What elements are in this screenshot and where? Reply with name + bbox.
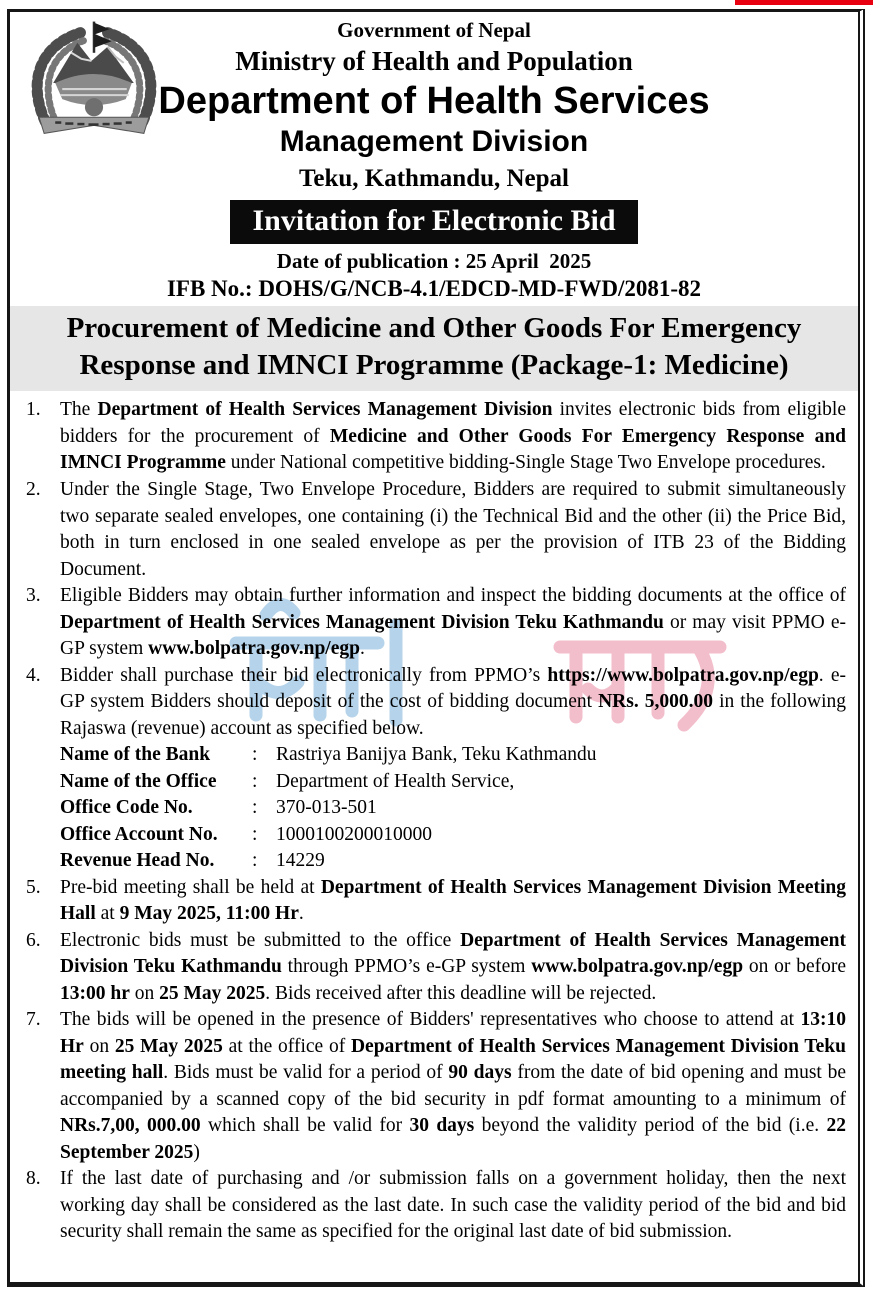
list-item-number: 7. bbox=[26, 1009, 41, 1031]
bank-detail-label: Name of the Bank bbox=[60, 744, 211, 766]
bank-detail-label: Office Code No. bbox=[60, 797, 193, 819]
ifb-number: IFB No.: DOHS/G/NCB-4.1/EDCD-MD-FWD/2081-82 bbox=[166, 276, 702, 302]
bank-detail-label: Office Account No. bbox=[60, 823, 218, 845]
list-item-body bbox=[60, 875, 846, 928]
bank-detail-separator: : bbox=[252, 797, 258, 819]
list-item-text bbox=[60, 583, 846, 663]
emphasized-text: Department of Health Services Management Division bbox=[97, 399, 553, 421]
publication-date: Date of publication : 25 April 2025 bbox=[276, 249, 592, 274]
list-item-number: 8. bbox=[26, 1168, 41, 1190]
list-item-text bbox=[60, 477, 846, 583]
plain-text: If the last date of purchasing and /or submission falls on a government holiday, then the next working day shall be considered as the last date. In such case the validity period of the bid and bid security shall remain the same as specified for the original last date of bid submission. bbox=[60, 1168, 846, 1243]
emphasized-text: 25 May 2025 bbox=[114, 1035, 223, 1057]
plain-text: Bidder shall purchase their bid electronically from PPMO’s bbox=[60, 664, 548, 686]
emphasized-text: https://www.bolpatra.gov.np/egp bbox=[547, 664, 819, 686]
bank-detail-separator: : bbox=[252, 770, 258, 792]
list-item-text bbox=[60, 875, 846, 928]
list-item-text bbox=[60, 928, 846, 1008]
plain-text: which shall be valid for bbox=[200, 1115, 410, 1137]
plain-text: . bbox=[359, 638, 365, 660]
notice-item-list bbox=[10, 397, 858, 1246]
plain-text: from the date of bid opening and must be accompanied by a scanned copy of the bid security in pdf format amounting to a minimum of bbox=[60, 1062, 846, 1110]
plain-text: Electronic bids must be submitted to the office bbox=[60, 929, 461, 951]
header-ministry: Ministry of Health and Population bbox=[235, 46, 633, 77]
emphasized-text: 13:00 hr bbox=[60, 982, 130, 1004]
list-item bbox=[26, 1166, 846, 1246]
plain-text: Eligible Bidders may obtain further information and inspect the bidding documents at the office of bbox=[60, 585, 846, 607]
bank-detail-row bbox=[60, 822, 846, 849]
list-item-number: 5. bbox=[26, 876, 41, 898]
procurement-subject-title: Procurement of Medicine and Other Goods For Emergency Response and IMNCI Programme (Package-1: Medicine) bbox=[10, 306, 858, 391]
emphasized-text: NRs. 5,000.00 bbox=[598, 691, 714, 713]
header-division: Management Division bbox=[279, 125, 589, 159]
list-item-text bbox=[60, 1007, 846, 1166]
list-item bbox=[26, 1007, 846, 1166]
plain-text: or may visit PPMO e-GP system bbox=[60, 611, 846, 660]
bank-detail-row bbox=[60, 795, 846, 822]
list-item-body bbox=[60, 663, 846, 875]
plain-text: The bbox=[60, 399, 98, 421]
plain-text: Pre-bid meeting shall be held at bbox=[60, 876, 321, 898]
plain-text: The bids will be opened in the presence of Bidders' representatives who choose to attend at bbox=[60, 1009, 801, 1031]
emphasized-text: www.bolpatra.gov.np/egp bbox=[148, 638, 360, 660]
emphasized-text: 90 days bbox=[448, 1062, 512, 1084]
bank-detail-label: Name of the Office bbox=[60, 770, 217, 792]
plain-text: . bbox=[298, 903, 304, 925]
plain-text: invites electronic bids from eligible bidders for the procurement of bbox=[60, 399, 846, 447]
list-item-number: 3. bbox=[26, 585, 41, 607]
bank-detail-value: 370-013-501 bbox=[276, 797, 377, 819]
list-item bbox=[26, 397, 846, 477]
list-item bbox=[26, 663, 846, 875]
bank-detail-row bbox=[60, 769, 846, 796]
bank-detail-label: Revenue Head No. bbox=[60, 850, 215, 872]
emphasized-text: Medicine and Other Goods For Emergency Response and IMNCI Programme bbox=[60, 425, 847, 474]
list-item-body bbox=[60, 397, 846, 477]
plain-text: on bbox=[83, 1035, 115, 1057]
emphasized-text: 9 May 2025, 11:00 Hr bbox=[119, 903, 299, 925]
header-government: Government of Nepal bbox=[337, 18, 531, 42]
list-item-number: 1. bbox=[26, 399, 41, 421]
list-item-number: 6. bbox=[26, 929, 41, 951]
header-department: Department of Health Services bbox=[158, 79, 710, 122]
plain-text: Under the Single Stage, Two Envelope Procedure, Bidders are required to submit simultaneously two separate sealed envelopes, one containing (i) the Technical Bid and the other (ii) the Price Bid, both in turn enclosed in one sealed envelope as per the provision of ITB 23 of the Bidding Document. bbox=[60, 478, 846, 580]
list-item-text bbox=[60, 1166, 846, 1246]
list-item-body bbox=[60, 1007, 846, 1166]
bank-detail-row bbox=[60, 848, 846, 875]
notice-title-banner bbox=[230, 200, 637, 245]
plain-text: at bbox=[95, 903, 120, 925]
emphasized-text: www.bolpatra.gov.np/egp bbox=[531, 956, 744, 978]
list-item-number: 2. bbox=[26, 478, 41, 500]
nepal-emblem-logo bbox=[25, 20, 163, 142]
emphasized-text: Department of Health Services Management Division Teku Kathmandu bbox=[60, 929, 847, 978]
notice-title-text: Invitation for Electronic Bid bbox=[252, 203, 616, 237]
bank-detail-separator: : bbox=[252, 744, 258, 766]
plain-text: . Bids received after this deadline will be rejected. bbox=[265, 982, 657, 1004]
list-item bbox=[26, 477, 846, 583]
plain-text: on or before bbox=[743, 956, 846, 978]
bank-detail-value: Department of Health Service, bbox=[276, 770, 515, 792]
plain-text: through PPMO’s e-GP system bbox=[281, 956, 532, 978]
emphasized-text: Department of Health Services Management Division Teku meeting hall bbox=[60, 1035, 846, 1084]
list-item-body bbox=[60, 477, 846, 583]
emphasized-text: 30 days bbox=[409, 1115, 475, 1137]
list-item bbox=[26, 583, 846, 663]
list-item bbox=[26, 875, 846, 928]
bank-detail-row bbox=[60, 742, 846, 769]
list-item-body bbox=[60, 1166, 846, 1246]
list-item-body bbox=[60, 583, 846, 663]
list-item-text bbox=[60, 397, 846, 477]
plain-text: . Bids must be valid for a period of bbox=[163, 1062, 449, 1084]
plain-text: under National competitive bidding-Single Stage Two Envelope procedures. bbox=[225, 452, 826, 474]
bank-detail-value: Rastriya Banijya Bank, Teku Kathmandu bbox=[276, 744, 597, 766]
bank-detail-separator: : bbox=[252, 850, 258, 872]
emphasized-text: 22 September 2025 bbox=[60, 1115, 846, 1163]
plain-text: at the office of bbox=[222, 1035, 351, 1057]
emphasized-text: 13:10 Hr bbox=[60, 1009, 846, 1057]
red-scan-mark bbox=[735, 0, 873, 5]
list-item-number: 4. bbox=[26, 664, 41, 686]
bank-detail-value: 1000100200010000 bbox=[276, 823, 432, 845]
plain-text: beyond the validity period of the bid (i.e. bbox=[474, 1115, 827, 1137]
bank-detail-value: 14229 bbox=[276, 850, 325, 872]
list-item-text bbox=[60, 663, 846, 743]
plain-text: on bbox=[129, 982, 160, 1004]
emphasized-text: Department of Health Services Management Division Meeting Hall bbox=[60, 876, 846, 925]
document-frame bbox=[7, 9, 865, 1287]
plain-text: ) bbox=[193, 1141, 200, 1163]
plain-text: in the following Rajaswa (revenue) account as specified below. bbox=[60, 691, 846, 739]
list-item bbox=[26, 928, 846, 1008]
plain-text: . e-GP system Bidders should deposit of the cost of bidding document bbox=[60, 664, 846, 713]
emphasized-text: 25 May 2025 bbox=[159, 982, 266, 1004]
list-item-body bbox=[60, 928, 846, 1008]
emphasized-text: NRs.7,00, 000.00 bbox=[60, 1115, 201, 1137]
emphasized-text: Department of Health Services Management Division Teku Kathmandu bbox=[60, 611, 664, 633]
bank-detail-separator: : bbox=[252, 823, 258, 845]
header-address: Teku, Kathmandu, Nepal bbox=[299, 164, 569, 192]
